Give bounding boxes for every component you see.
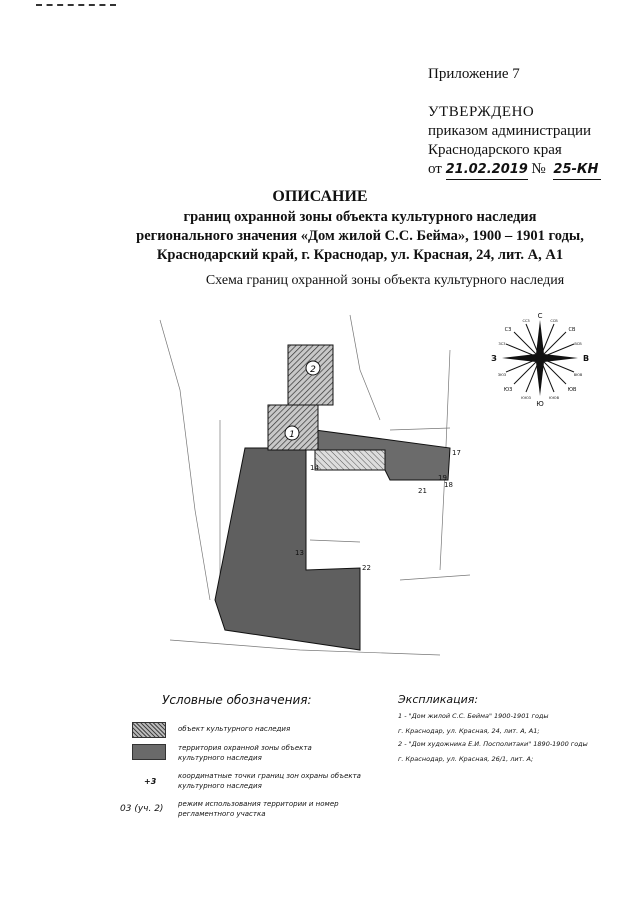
legend-points-line-2: культурного наследия — [178, 782, 262, 790]
appendix-label: Приложение 7 — [428, 66, 520, 82]
protection-zone — [215, 448, 360, 650]
scan-mark — [36, 4, 116, 12]
subtitle-line-3: Краснодарский край, г. Краснодар, ул. Красная, 24, лит. А, А1 — [156, 247, 564, 263]
legend-zone-line-2: культурного наследия — [178, 754, 262, 762]
approved-line-1: приказом администрации — [428, 123, 592, 139]
legend-regime-line-2: регламентного участка — [178, 810, 266, 818]
label-w: З — [491, 354, 497, 363]
explication-line-2: г. Краснодар, ул. Красная, 24, лит. А, А1; — [398, 727, 540, 735]
legend-swatch-heritage — [132, 722, 166, 738]
boundary-map — [150, 310, 480, 680]
date-prefix: от — [428, 161, 442, 177]
point-label: 17 — [452, 449, 461, 457]
legend-swatch-zone — [132, 744, 166, 760]
point-label: 21 — [418, 487, 427, 495]
point-label: 18 — [444, 481, 453, 489]
subtitle-line-1: границ охранной зоны объекта культурного наследия — [183, 209, 537, 225]
point-label: 19 — [438, 474, 447, 482]
legend-zone-line-1: территория охранной зоны объекта — [178, 744, 312, 752]
label-sse: ЮЮВ — [549, 396, 559, 400]
explication-line-4: г. Краснодар, ул. Красная, 26/1, лит. А; — [398, 755, 534, 763]
label-ene: ВСВ — [574, 342, 582, 346]
label-n: С — [537, 312, 543, 320]
document-subtitle — [90, 208, 630, 265]
label-nw: СЗ — [504, 327, 512, 333]
label-wnw: ЗСЗ — [498, 342, 506, 346]
label-nne: ССВ — [550, 319, 558, 323]
approved-title: УТВЕРЖДЕНО — [428, 104, 535, 120]
label-e: В — [582, 354, 590, 363]
point-label: 13 — [295, 549, 304, 557]
explication-line-1: 1 - "Дом жилой С.С. Бейма" 1900-1901 годы — [398, 712, 549, 720]
point-label: 14 — [310, 464, 319, 472]
marker-label: 2 — [310, 365, 316, 375]
marker-label: 1 — [289, 430, 295, 440]
label-se: ЮВ — [567, 387, 577, 393]
legend-point-symbol: +3 — [144, 777, 157, 786]
compass-rose — [478, 308, 603, 408]
approval-block — [428, 103, 601, 180]
label-s: Ю — [536, 400, 544, 408]
object-marker-2 — [306, 361, 320, 375]
heritage-strip-hatch — [315, 450, 385, 470]
legend-item-zone — [178, 743, 312, 763]
approval-date-line — [428, 160, 601, 180]
number-prefix: № — [531, 161, 546, 177]
label-ssw: ЮЮЗ — [521, 396, 531, 400]
legend-points-line-1: координатные точки границ зон охраны объекта — [178, 772, 361, 780]
legend-item-heritage: объект культурного наследия — [178, 725, 291, 733]
document-title: ОПИСАНИЕ — [272, 188, 368, 205]
explication-line-3: 2 - "Дом художника Е.И. Посполитаки" 1890-1900 годы — [398, 740, 588, 748]
approval-number: 25-КН — [553, 160, 601, 180]
label-nnw: ССЗ — [522, 319, 530, 323]
legend-regime-symbol: 03 (уч. 2) — [120, 804, 164, 814]
point-label: 22 — [362, 564, 371, 572]
subtitle-line-2: регионального значения «Дом жилой С.С. Бейма», 1900 – 1901 годы, — [136, 228, 584, 244]
legend-regime-line-1: режим использования территории и номер — [178, 800, 339, 808]
label-ne: СВ — [568, 327, 576, 333]
approved-line-2: Краснодарского края — [428, 142, 562, 158]
legend-item-points — [178, 771, 361, 791]
object-marker-1 — [285, 426, 299, 440]
legend-title: Условные обозначения: — [162, 693, 312, 707]
label-sw: ЮЗ — [503, 387, 513, 393]
approval-date: 21.02.2019 — [446, 160, 528, 180]
label-wsw: ЗЮЗ — [497, 373, 507, 377]
legend-item-regime — [178, 799, 339, 819]
scheme-title: Схема границ охранной зоны объекта культурного наследия — [205, 273, 565, 288]
explication-title: Экспликация: — [398, 693, 479, 706]
label-ese: ВЮВ — [573, 373, 583, 377]
